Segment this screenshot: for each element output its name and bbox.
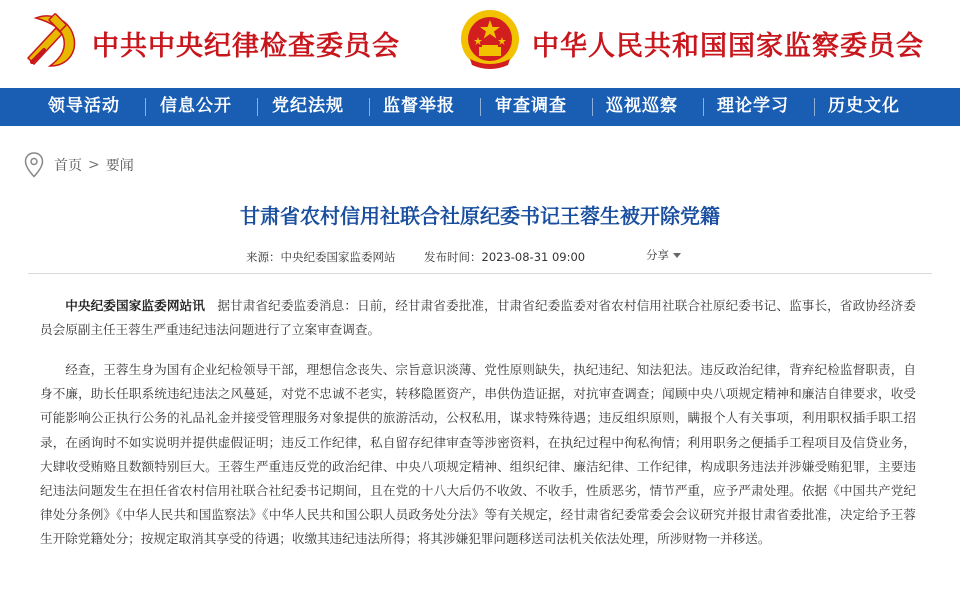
nav-item-report[interactable]: 监督举报 <box>383 96 455 116</box>
nav-divider <box>814 98 815 116</box>
share-label: 分享 <box>646 248 669 262</box>
article-paragraph-1-text: 据甘肃省纪委监委消息：日前，经甘肃省委批准，甘肃省纪委监委对省农村信用社联合社原纪委书记、监事长，省政协经济委员会原副主任王蓉生严重违纪违法问题进行了立案审查调查。 <box>40 298 917 338</box>
breadcrumb <box>24 152 134 178</box>
nav-item-info-disclosure[interactable]: 信息公开 <box>160 96 232 116</box>
article-source: 来源：中央纪委国家监委网站 <box>246 250 396 264</box>
article-paragraph: 经查，王蓉生身为国有企业纪检领导干部，理想信念丧失、宗旨意识淡薄、党性原则缺失，执纪违纪、知法犯法。违反政治纪律，背弃纪检监督职责，自身不廉，助长任职系统违纪违法之风蔓延，对党不忠诚不老实，转移隐匿资产，串供伪造证据，对抗审查调查；闻顾中央八项规定精神和廉洁自律要求，收受可能影响公正执行公务的礼品礼金并接受管理服务对象提供的旅游活动，公权私用，谋求特殊待遇；违反组织原则，瞒报个人有关事项，利用职权插手职工招录，在函询时不如实说明并提供虚假证明；违反工作纪律，私自留存纪律审查等涉密资料，在执纪过程中徇私徇情；利用职务之便插手工程项目及信贷业务，大肆收受贿赂且数额特别巨大。王蓉生严重违反党的政治纪律、中央八项规定精神、组织纪律、廉洁纪律、工作纪律，构成职务违法并涉嫌受贿犯罪，主要违纪违法问题发生在担任省农村信用社联合社纪委书记期间，且在党的十八大后仍不收敛、不收手，性质恶劣，情节严重，应予严肃处理。依据《中国共产党纪律处分条例》《中华人民共和国监察法》《中华人民共和国公职人员政务处分法》等有关规定，经甘肃省纪委常委会会议研究并报甘肃省委批准，决定给予王蓉生开除党籍处分；按规定取消其享受的待遇；收缴其违纪违法所得；将其涉嫌犯罪问题移送司法机关依法处理，所涉财物一并移送。 <box>40 362 916 547</box>
article-meta <box>0 249 960 267</box>
article-lead: 中央纪委国家监委网站讯 <box>65 298 205 313</box>
nav-divider <box>592 98 593 116</box>
nav-divider <box>369 98 370 116</box>
breadcrumb-separator: > <box>88 157 100 173</box>
nav-item-leadership[interactable]: 领导活动 <box>48 96 120 116</box>
national-supervision-title[interactable]: 中华人民共和国国家监察委员会 <box>532 31 924 62</box>
nav-item-regulations[interactable]: 党纪法规 <box>272 96 344 116</box>
nav-item-history[interactable]: 历史文化 <box>828 96 900 116</box>
main-nav <box>0 88 960 126</box>
nav-divider <box>703 98 704 116</box>
breadcrumb-current[interactable]: 要闻 <box>105 158 134 174</box>
nav-item-investigation[interactable]: 审查调查 <box>495 96 567 116</box>
nav-divider <box>257 98 258 116</box>
site-header <box>0 0 960 88</box>
breadcrumb-home[interactable]: 首页 <box>54 158 82 174</box>
article-publish-time: 发布时间：2023-08-31 09:00 <box>424 250 586 264</box>
nav-divider <box>145 98 146 116</box>
national-emblem-icon[interactable] <box>458 7 522 73</box>
article-paragraph <box>40 294 916 342</box>
nav-divider <box>480 98 481 116</box>
nav-item-theory[interactable]: 理论学习 <box>717 96 789 116</box>
nav-item-inspection[interactable]: 巡视巡察 <box>606 96 678 116</box>
meta-divider <box>28 273 932 274</box>
location-pin-icon <box>24 152 44 178</box>
cc-discipline-title[interactable]: 中共中央纪律检查委员会 <box>92 31 400 62</box>
article-title: 甘肃省农村信用社联合社原纪委书记王蓉生被开除党籍 <box>240 204 720 228</box>
share-button[interactable] <box>646 247 681 263</box>
party-emblem-icon[interactable] <box>22 10 82 70</box>
chevron-down-icon <box>673 253 681 258</box>
